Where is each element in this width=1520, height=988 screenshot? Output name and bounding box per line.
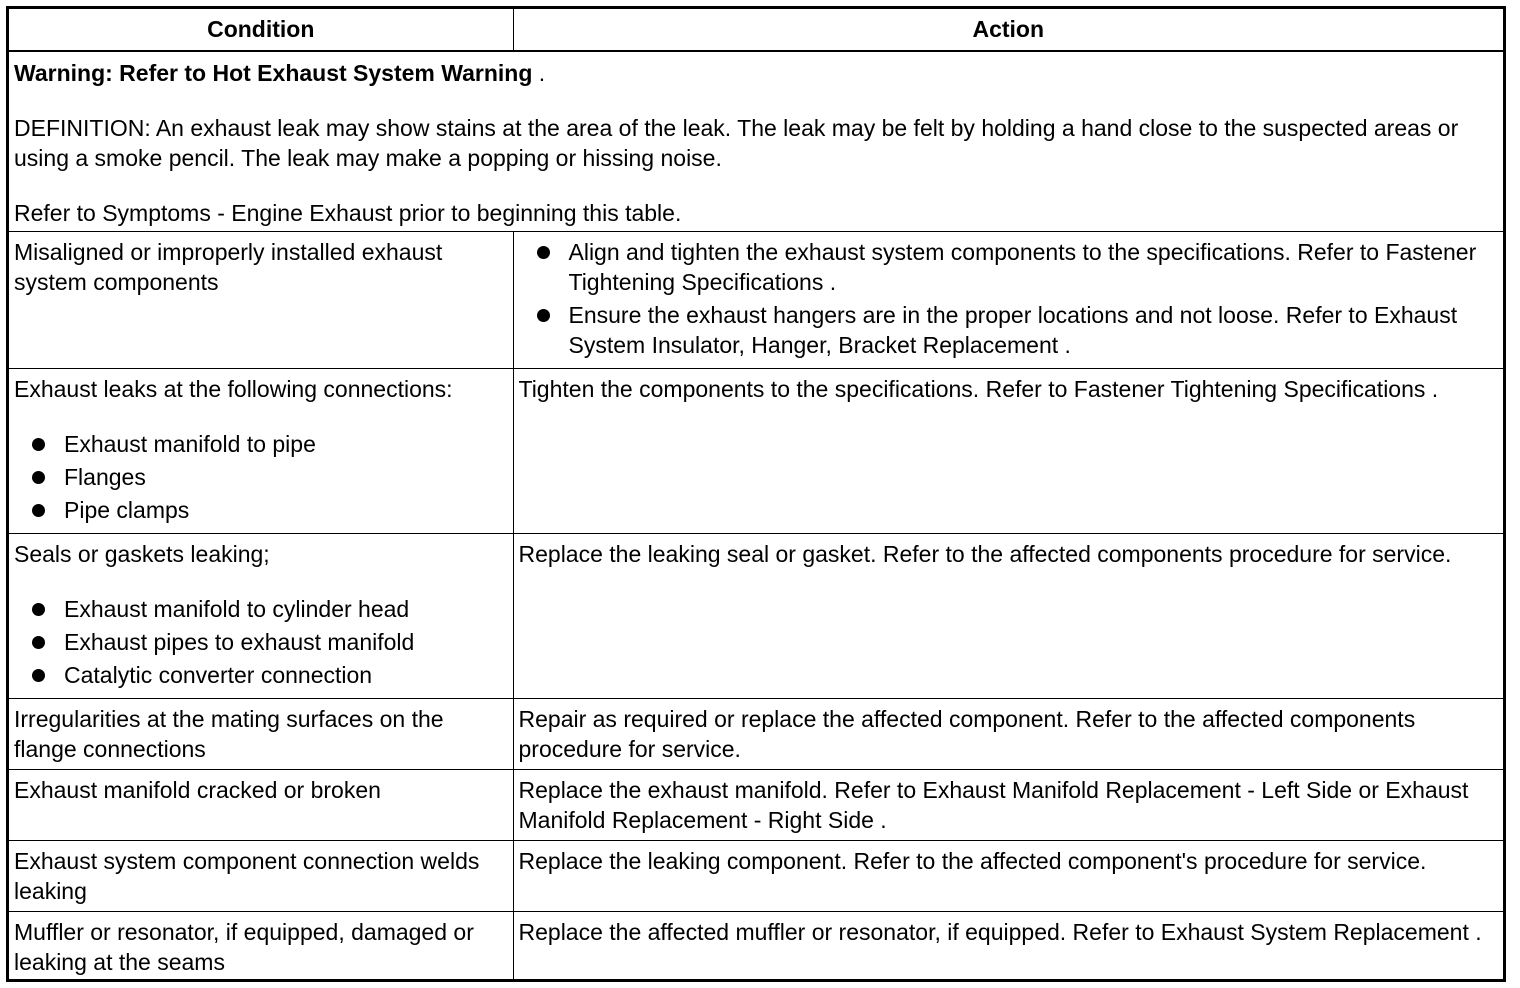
action-header: Action — [513, 9, 1503, 51]
action-cell: Replace the leaking seal or gasket. Refer to the affected components procedure for service. — [513, 534, 1503, 699]
condition-list — [14, 429, 507, 525]
warning-line — [14, 58, 1498, 88]
action-item-text: Align and tighten the exhaust system components to the specifications. Refer to Fastener Tightening Specifications . — [568, 239, 1477, 295]
intro-row — [9, 51, 1503, 232]
condition-cell: Irregularities at the mating surfaces on the flange connections — [9, 699, 513, 770]
exhaust-leak-diagnostic-table — [9, 9, 1503, 982]
table-row — [9, 534, 1503, 699]
intro-cell — [9, 51, 1503, 232]
list-item — [519, 300, 1498, 360]
condition-header: Condition — [9, 9, 513, 51]
action-cell: Replace the leaking component. Refer to the affected component's procedure for service. — [513, 841, 1503, 912]
condition-cell — [9, 369, 513, 534]
action-list — [519, 237, 1498, 360]
condition-cell: Muffler or resonator, if equipped, damaged or leaking at the seams — [9, 912, 513, 983]
table-row — [9, 841, 1503, 912]
diagnostic-document — [6, 6, 1506, 982]
list-item — [14, 594, 507, 624]
bullet-icon — [537, 309, 550, 322]
action-cell: Repair as required or replace the affected component. Refer to the affected components procedure for service. — [513, 699, 1503, 770]
bullet-icon — [32, 636, 45, 649]
action-cell: Replace the exhaust manifold. Refer to Exhaust Manifold Replacement - Left Side or Exhaust Manifold Replacement - Right Side . — [513, 770, 1503, 841]
condition-text: Exhaust leaks at the following connections: — [14, 376, 453, 402]
action-item-text: Ensure the exhaust hangers are in the proper locations and not loose. Refer to Exhaust System Insulator, Hanger, Bracket Replacement . — [568, 302, 1458, 358]
list-item — [14, 660, 507, 690]
symptoms-reference: Refer to Symptoms - Engine Exhaust prior to beginning this table. — [14, 200, 682, 226]
condition-item-text: Catalytic converter connection — [64, 662, 373, 688]
condition-cell: Misaligned or improperly installed exhaust system components — [9, 232, 513, 369]
bullet-icon — [32, 438, 45, 451]
list-item — [14, 627, 507, 657]
table-row — [9, 912, 1503, 983]
condition-cell: Exhaust manifold cracked or broken — [9, 770, 513, 841]
condition-cell — [9, 534, 513, 699]
table-row — [9, 369, 1503, 534]
bullet-icon — [32, 504, 45, 517]
bullet-icon — [32, 471, 45, 484]
condition-item-text: Pipe clamps — [64, 497, 190, 523]
condition-list — [14, 594, 507, 690]
action-cell: Tighten the components to the specifications. Refer to Fastener Tightening Specifications . — [513, 369, 1503, 534]
table-row — [9, 232, 1503, 369]
table-row — [9, 699, 1503, 770]
condition-item-text: Flanges — [64, 464, 146, 490]
table-row — [9, 770, 1503, 841]
list-item — [519, 237, 1498, 297]
condition-text: Seals or gaskets leaking; — [14, 541, 270, 567]
list-item — [14, 462, 507, 492]
definition-text: DEFINITION: An exhaust leak may show stains at the area of the leak. The leak may be felt by holding a hand close to the suspected areas or using a smoke pencil. The leak may make a popping or hissing noise. — [14, 115, 1459, 171]
warning-text: Warning: Refer to Hot Exhaust System Warning — [14, 60, 533, 86]
bullet-icon — [32, 669, 45, 682]
list-item — [14, 495, 507, 525]
bullet-icon — [32, 603, 45, 616]
action-cell — [513, 232, 1503, 369]
condition-cell: Exhaust system component connection welds leaking — [9, 841, 513, 912]
bullet-icon — [537, 246, 550, 259]
condition-item-text: Exhaust manifold to pipe — [64, 431, 316, 457]
warning-suffix: . — [532, 60, 546, 86]
condition-item-text: Exhaust manifold to cylinder head — [64, 596, 410, 622]
condition-item-text: Exhaust pipes to exhaust manifold — [64, 629, 415, 655]
list-item — [14, 429, 507, 459]
action-cell: Replace the affected muffler or resonator, if equipped. Refer to Exhaust System Replacement . — [513, 912, 1503, 983]
header-row — [9, 9, 1503, 51]
